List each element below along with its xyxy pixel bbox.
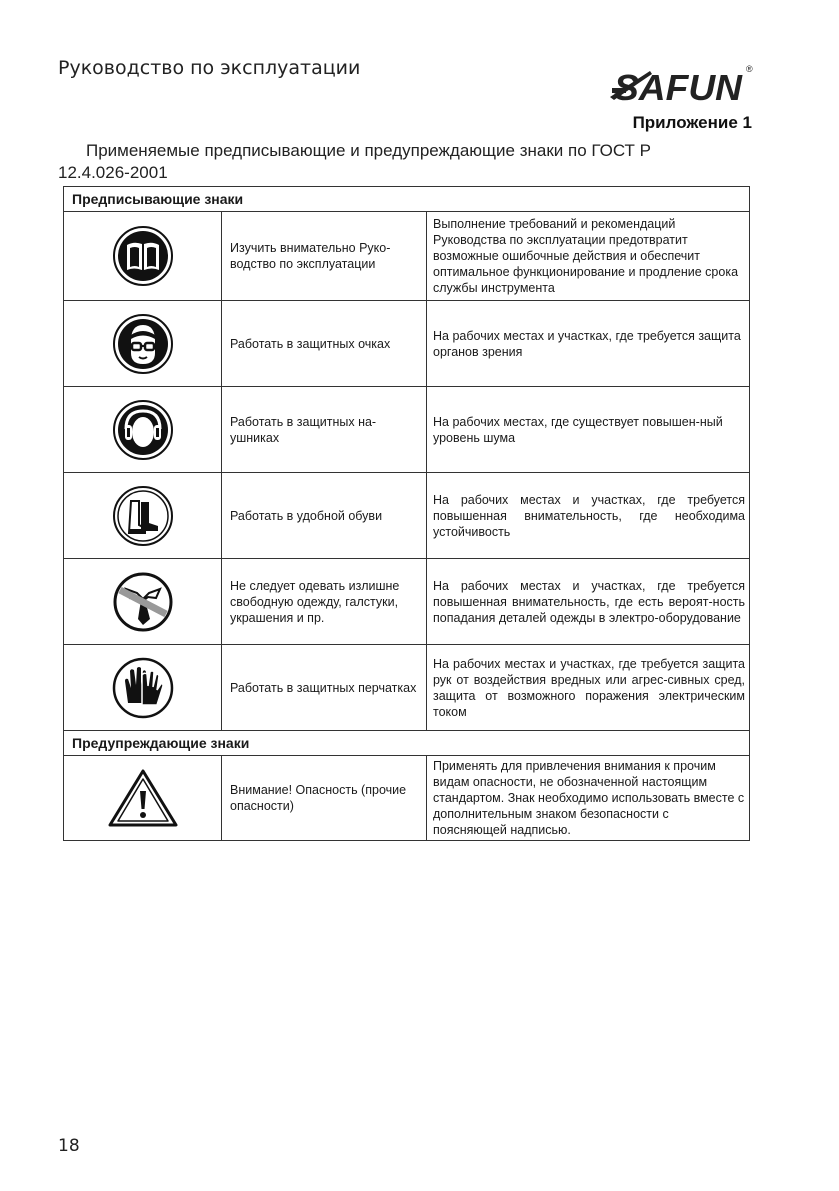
table-row	[64, 473, 750, 559]
sign-name: Внимание! Опасность (прочие опасности)	[222, 756, 427, 841]
registered-mark: ®	[746, 64, 753, 74]
table-row	[64, 559, 750, 645]
sign-description: На рабочих местах и участках, где требуется повышенная внимательность, где есть вероят-ность попадания деталей одежды в электро-оборудование	[427, 559, 750, 645]
sign-description: Выполнение требований и рекомендаций Руководства по эксплуатации предотвратит возможные ошибочные действия и обеспечит оптимальное функционирование и продление срока службы инструмента	[427, 212, 750, 301]
brand-logo-text: SAFUN	[614, 67, 744, 104]
sign-name: Работать в удобной обуви	[222, 473, 427, 559]
sign-name: Работать в защитных на-ушниках	[222, 387, 427, 473]
no-loose-clothing-icon	[112, 571, 174, 633]
sign-description: На рабочих местах и участках, где требуется защита органов зрения	[427, 301, 750, 387]
safety-boots-icon	[112, 485, 174, 547]
table-row	[64, 212, 750, 301]
mandatory-section-header: Предписывающие знаки	[64, 187, 750, 212]
ear-protection-icon	[112, 399, 174, 461]
sign-name: Работать в защитных перчатках	[222, 645, 427, 731]
mandatory-section-header-row	[64, 187, 750, 212]
table-row	[64, 645, 750, 731]
appendix-label: Приложение 1	[632, 113, 752, 132]
page-number: 18	[58, 1136, 80, 1156]
sign-description: На рабочих местах и участках, где требуется повышенная внимательность, где необходима устойчивость	[427, 473, 750, 559]
sign-name: Не следует одевать излишне свободную одежду, галстуки, украшения и пр.	[222, 559, 427, 645]
table-row	[64, 301, 750, 387]
sign-description: На рабочих местах и участках, где требуется защита рук от воздействия вредных или агрес-сивных сред, защита от возможного поражения электрическим током	[427, 645, 750, 731]
safety-signs-table	[63, 186, 750, 841]
sign-name: Изучить внимательно Руко-водство по эксплуатации	[222, 212, 427, 301]
protective-gloves-icon	[112, 657, 174, 719]
sign-name: Работать в защитных очках	[222, 301, 427, 387]
safety-goggles-icon	[112, 313, 174, 375]
sign-description: Применять для привлечения внимания к прочим видам опасности, не обозначенной настоящим стандартом. Знак необходимо использовать вместе с дополнительным знаком безопасности с поясняющей надписью.	[427, 756, 750, 841]
table-row	[64, 756, 750, 841]
general-warning-icon	[107, 767, 179, 829]
manual-book-icon	[112, 225, 174, 287]
warning-section-header: Предупреждающие знаки	[64, 731, 750, 756]
brand-logo	[610, 62, 754, 104]
sign-description: На рабочих местах, где существует повышен-ный уровень шума	[427, 387, 750, 473]
warning-section-header-row	[64, 731, 750, 756]
document-title: Руководство по эксплуатации	[58, 57, 361, 79]
table-row	[64, 387, 750, 473]
table-caption	[58, 140, 758, 184]
caption-line-1: Применяемые предписывающие и предупреждающие знаки по ГОСТ Р	[86, 141, 652, 160]
caption-line-2: 12.4.026-2001	[58, 163, 168, 182]
